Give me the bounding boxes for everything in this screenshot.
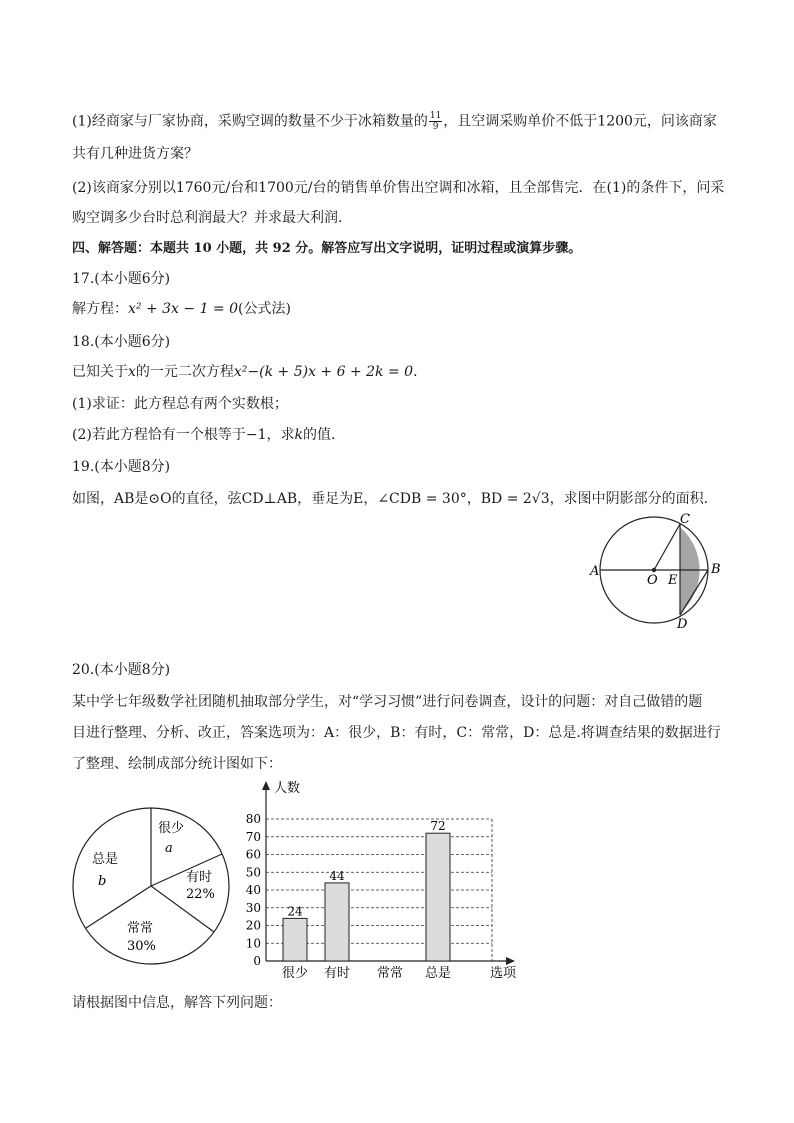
- bar-value-label: 72: [430, 819, 446, 834]
- q17-equation: x² + 3x − 1 = 0: [128, 301, 239, 317]
- pie-value-zongshi: b: [98, 874, 107, 889]
- q17-line: [72, 300, 291, 318]
- x-tick-label: 常常: [376, 966, 404, 981]
- pie-value-henshao: a: [165, 841, 173, 856]
- y-tick-label: 20: [245, 918, 261, 933]
- x-tick-label: 很少: [281, 966, 309, 981]
- x-axis-arrow: [506, 957, 515, 965]
- q20-header: 20.(本小题8分): [72, 662, 171, 678]
- q18-part2-value: −1: [245, 427, 267, 443]
- q18-stem-b: 的一元二次方程: [135, 364, 234, 380]
- pie-label-changchang: 常常: [127, 921, 154, 936]
- q19-segment-oc: [654, 524, 680, 570]
- y-tick-label: 0: [253, 954, 261, 968]
- pie-value-youshi: 22%: [186, 887, 215, 902]
- q19-center-dot: [652, 568, 656, 572]
- bar-chart: [235, 775, 535, 985]
- y-tick-label: 80: [245, 812, 261, 826]
- y-tick-label: 50: [245, 865, 261, 880]
- pie-label-zongshi: 总是: [92, 852, 119, 867]
- pie-chart: [60, 800, 230, 975]
- q18-stem-c: ．: [413, 364, 428, 380]
- q16-fraction-denominator: 9: [432, 122, 439, 132]
- y-tick-label: 30: [245, 900, 261, 915]
- q19-label-e: E: [668, 573, 678, 588]
- q18-header: 18.(本小题6分): [72, 334, 171, 350]
- section-heading: 四、解答题：本题共 10 小题，共 92 分。解答应写出文字说明，证明过程或演算步骤。: [72, 241, 582, 256]
- q16-part1-text-b: ，且空调采购单价不低于1200元，问该商家: [443, 113, 717, 130]
- pie-label-youshi: 有时: [186, 870, 213, 885]
- q19-stem: 如图，AB是⊙O的直径，弦CD⊥AB，垂足为E，∠CDB = 30°，BD = 2√3，求图中阴影部分的面积．: [72, 491, 718, 507]
- q16-fraction: [429, 111, 442, 132]
- q16-part1-line1: [72, 111, 717, 132]
- q20-stem-line2: 目进行整理、分析、改正，答案选项为：A：很少，B：有时，C：常常，D：总是.将调查结果的数据进行: [72, 725, 721, 741]
- bar-0: [283, 918, 307, 961]
- y-axis-label: 人数: [274, 781, 301, 796]
- q19-label-a: A: [590, 564, 600, 579]
- y-axis-arrow: [262, 781, 270, 790]
- q17-header: 17.(本小题6分): [72, 271, 171, 287]
- q18-stem-a: 已知关于: [72, 364, 128, 380]
- q18-part2-var: k: [294, 427, 303, 443]
- q17-text-b: (公式法): [238, 301, 291, 317]
- q18-var-x: x: [128, 364, 136, 380]
- bar-3: [426, 833, 450, 961]
- pie-value-changchang: 30%: [127, 939, 156, 954]
- q19-circle-figure: [585, 510, 725, 635]
- q18-part2-a: (2)若此方程恰有一个根等于: [72, 427, 246, 443]
- q16-part1-text-a: (1)经商家与厂家协商，采购空调的数量不少于冰箱数量的: [72, 113, 428, 130]
- bar-value-label: 24: [287, 904, 303, 919]
- q18-part2-c: 的值．: [302, 427, 345, 443]
- q18-stem: [72, 363, 427, 381]
- q19-label-o: O: [647, 573, 658, 588]
- bar-1: [325, 883, 349, 961]
- q16-part2-line1: (2)该商家分别以1760元/台和1700元/台的销售单价售出空调和冰箱，且全部售完．在(1)的条件下，问采: [72, 180, 725, 196]
- x-tick-label: 有时: [323, 966, 351, 981]
- q19-header: 19.(本小题8分): [72, 459, 171, 475]
- q16-part1-line2: 共有几种进货方案？: [72, 146, 198, 162]
- q18-part2: [72, 426, 345, 444]
- x-axis-label: 选项: [490, 966, 517, 981]
- q20-stem-line3: 了整理、绘制成部分统计图如下：: [72, 756, 282, 772]
- q18-equation: x²−(k + 5)x + 6 + 2k = 0: [233, 364, 414, 380]
- bar-value-label: 44: [329, 868, 345, 883]
- y-tick-label: 70: [245, 829, 261, 844]
- q19-label-d: D: [677, 617, 688, 632]
- q19-label-b: B: [711, 562, 721, 577]
- y-tick-label: 40: [245, 883, 261, 897]
- q18-part1: (1)求证：此方程总有两个实数根；: [72, 396, 288, 412]
- q16-part2-line2: 购空调多少台时总利润最大？并求最大利润．: [72, 210, 352, 226]
- y-tick-label: 10: [245, 936, 261, 951]
- q19-label-c: C: [680, 512, 690, 527]
- pie-label-henshao: 很少: [158, 821, 185, 836]
- q16-fraction-numerator: 11: [429, 111, 442, 121]
- y-tick-label: 60: [245, 847, 261, 862]
- q18-part2-b: ，求: [266, 427, 295, 443]
- x-tick-label: 总是: [424, 966, 452, 981]
- q20-footer: 请根据图中信息，解答下列问题：: [72, 995, 282, 1011]
- q17-text-a: 解方程：: [72, 301, 128, 317]
- q20-stem-line1: 某中学七年级数学社团随机抽取部分学生，对“学习习惯”进行问卷调查，设计的问题：对自己做错的题: [72, 694, 703, 710]
